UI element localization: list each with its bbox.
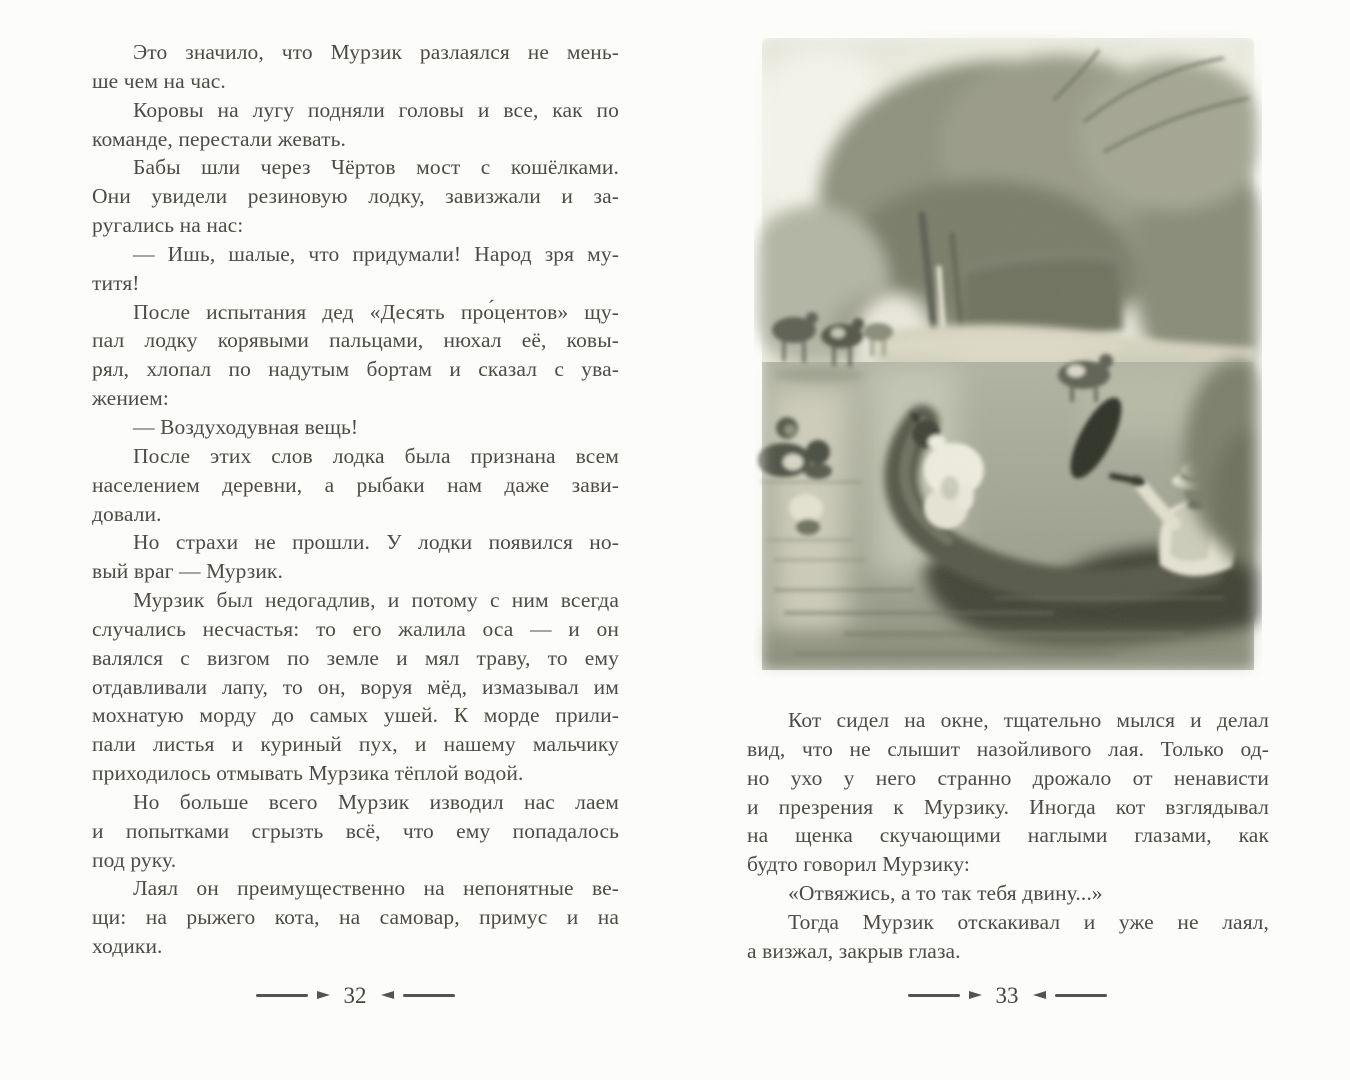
text-line: будто говорил Мурзику: <box>747 852 970 877</box>
text-line: щи: на рыжего кота, на самовар, примус и на <box>92 905 619 930</box>
footer-rule <box>908 994 960 997</box>
book-illustration <box>754 30 1262 678</box>
text-line: Но страхи не прошли. У лодки появился но- <box>133 530 619 555</box>
text-line: Коровы на лугу подняли головы и все, как по <box>133 97 619 122</box>
text-line: Это значило, что Мурзик разлаялся не мень- <box>133 40 619 64</box>
text-line: Кот сидел на окне, тщательно мылся и делал <box>788 708 1269 732</box>
paper-grain <box>762 38 1254 670</box>
text-line: довали. <box>92 501 162 526</box>
text-line: приходилось отмывать Мурзика тёплой водой. <box>92 761 524 786</box>
text-line: Мурзик был недогадлив, и потому с ним всегда <box>133 588 619 613</box>
text-line: пал лодку корявыми пальцами, нюхал её, ковы- <box>92 328 619 353</box>
text-line: пали листья и куриный пух, и нашему мальчику <box>92 732 619 757</box>
text-line: титя! <box>92 270 140 295</box>
footer-rule <box>256 994 308 997</box>
text-line: — Ишь, шалые, что придумали! Народ зря му- <box>133 241 619 266</box>
text-line: вый враг — Мурзик. <box>92 559 283 584</box>
page-left-text <box>92 38 619 961</box>
footer-rule <box>403 994 455 997</box>
text-line: команде, перестали жевать. <box>92 126 346 151</box>
text-line: ходики. <box>92 934 163 959</box>
text-line: Тогда Мурзик отскакивал и уже не лаял, <box>788 909 1269 934</box>
text-line: Но больше всего Мурзик изводил нас лаем <box>133 789 619 814</box>
text-line: «Отвяжись, а то так тебя двину...» <box>788 881 1103 906</box>
text-line: но ухо у него странно дрожало от ненависти <box>747 765 1269 790</box>
text-line: и презрения к Мурзику. Иногда кот взглядывал <box>747 794 1269 819</box>
text-line: Лаял он преимущественно на непонятные ве- <box>133 876 619 901</box>
text-line: случались несчастья: то его жалила оса — и он <box>92 616 619 641</box>
text-line: вид, что не слышит назойливого лая. Только од- <box>747 736 1269 761</box>
arrow-right-icon <box>317 991 330 999</box>
text-line: отдавливали лапу, то он, воруя мёд, измазывал им <box>92 674 619 699</box>
footer-rule <box>1055 994 1107 997</box>
text-line: на щенка скучающими наглыми глазами, как <box>747 823 1269 848</box>
text-line: а визжал, закрыв глаза. <box>747 938 961 963</box>
text-line: жением: <box>92 386 169 411</box>
arrow-left-icon <box>381 991 394 999</box>
text-line: — Воздуходувная вещь! <box>133 414 359 439</box>
rubber-boat-illustration <box>754 30 1262 678</box>
page-number-right: 33 <box>995 982 1019 1008</box>
text-line: мохнатую морду до самых ушей. К морде прили- <box>92 703 619 728</box>
page-left-footer <box>205 980 505 1010</box>
page-right-text <box>747 706 1269 966</box>
text-line: ше чем на час. <box>92 68 226 93</box>
text-line: валялся с визгом по земле и мял траву, то ему <box>92 645 619 670</box>
text-line: ругались на нас: <box>92 213 244 238</box>
arrow-left-icon <box>1033 991 1046 999</box>
text-line: и попытками сгрызть всё, что ему попадалось <box>92 818 619 843</box>
text-line: населением деревни, а рыбаки нам даже зави- <box>92 472 619 497</box>
text-line: Бабы шли через Чёртов мост с кошёлками. <box>133 155 619 180</box>
arrow-right-icon <box>969 991 982 999</box>
text-line: Они увидели резиновую лодку, завизжали и за- <box>92 184 619 209</box>
page-number-left: 32 <box>343 982 367 1008</box>
text-line: После испытания дед «Десять про́центов» щу- <box>133 299 619 324</box>
text-line: После этих слов лодка была признана всем <box>133 443 619 468</box>
page-right-footer <box>857 980 1157 1010</box>
text-line: рял, хлопал по надутым бортам и сказал с ува- <box>92 357 619 382</box>
text-line: под руку. <box>92 847 177 872</box>
